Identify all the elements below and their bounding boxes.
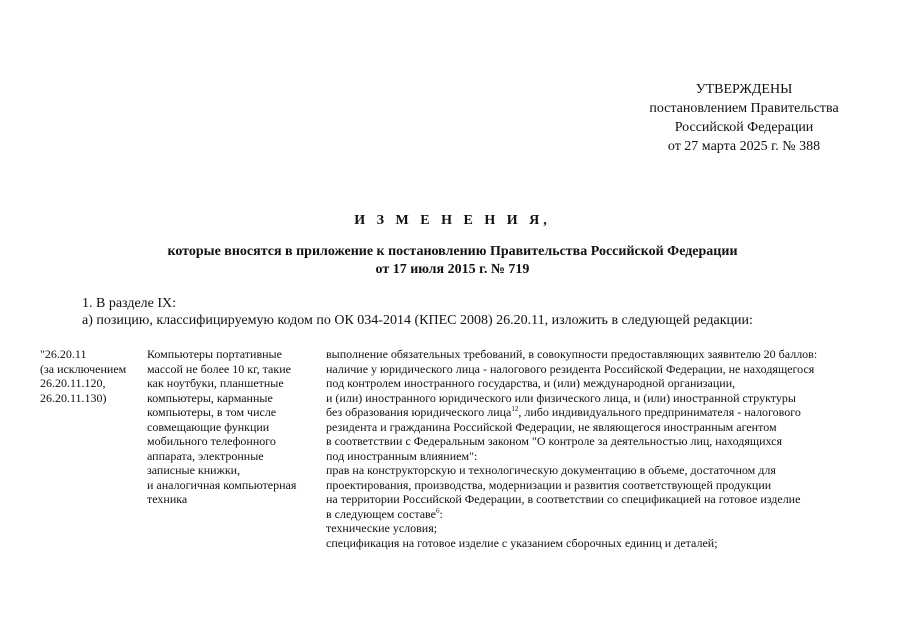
code-line: 26.20.11.130) <box>40 390 107 405</box>
requirement-line: под иностранным влиянием": <box>326 448 478 463</box>
code-line: (за исключением <box>40 361 127 376</box>
title-line-2: от 17 июля 2015 г. № 719 <box>375 262 530 277</box>
approval-line-1: постановлением Правительства <box>649 101 839 116</box>
requirement-text: без образования юридического лица <box>326 405 512 419</box>
requirement-line <box>326 507 866 522</box>
product-column <box>147 347 322 507</box>
requirement-line: резидента и гражданина Российской Федерации, не являющегося иностранным агентом <box>326 419 777 434</box>
title-heading: И З М Е Н Е Н И Я, <box>354 213 551 228</box>
product-line: компьютеры, в том числе <box>147 405 277 419</box>
approval-line-3: от 27 марта 2025 г. № 388 <box>667 139 821 154</box>
footnote-ref-12: 12 <box>511 405 519 413</box>
product-line: техника <box>147 492 188 506</box>
requirement-line: на территории Российской Федерации, в соответствии со спецификацией на готовое изделие <box>326 492 801 506</box>
requirement-line <box>326 405 866 420</box>
requirements-column <box>326 347 866 550</box>
requirement-line: под контролем иностранного государства, и (или) международной организации, <box>326 376 736 390</box>
code-line: "26.20.11 <box>40 347 87 361</box>
requirement-line: и (или) иностранного юридического или физического лица, и (или) иностранной структуры <box>326 390 796 405</box>
code-line: 26.20.11.120, <box>40 376 106 390</box>
requirement-line: технические условия; <box>326 521 438 535</box>
product-line: мобильного телефонного <box>147 434 276 448</box>
footnote-ref-6: 6 <box>435 506 440 515</box>
approval-stamp <box>539 80 905 156</box>
product-line: и аналогичная компьютерная <box>147 477 297 492</box>
product-line: компьютеры, карманные <box>147 390 273 405</box>
product-line: аппарата, электронные <box>147 448 264 463</box>
product-line: массой не более 10 кг, такие <box>147 361 291 376</box>
requirement-text: , либо индивидуального предпринимателя - налогового <box>518 405 801 419</box>
requirement-text: в следующем составе <box>326 506 436 521</box>
requirement-line: спецификация на готовое изделие с указанием сборочных единиц и деталей; <box>326 535 718 550</box>
product-line: Компьютеры портативные <box>147 347 282 361</box>
requirement-line: в соответствии с Федеральным законом "О контроле за деятельностью лиц, находящихся <box>326 434 783 448</box>
requirement-line: проектирования, производства, модернизации и развития соответствующей продукции <box>326 477 772 492</box>
requirement-line: прав на конструкторскую и технологическую документацию в объеме, достаточном для <box>326 463 776 477</box>
requirement-line: наличие у юридического лица - налогового резидента Российской Федерации, не находящегося <box>326 361 815 376</box>
product-line: записные книжки, <box>147 463 241 477</box>
requirement-line: выполнение обязательных требований, в совокупности предоставляющих заявителю 20 баллов: <box>326 347 818 361</box>
requirement-text: : <box>439 506 443 521</box>
approval-line-2: Российской Федерации <box>674 120 814 135</box>
document-title <box>0 212 905 279</box>
title-line-1: которые вносятся в приложение к постановлению Правительства Российской Федерации <box>167 244 738 259</box>
approval-heading: УТВЕРЖДЕНЫ <box>695 82 793 97</box>
product-line: совмещающие функции <box>147 419 270 434</box>
paragraph-item-1: 1. В разделе IX: <box>82 296 177 311</box>
code-column <box>40 347 135 405</box>
paragraph-item-1a: а) позицию, классифицируемую кодом по ОК 034-2014 (КПЕС 2008) 26.20.11, изложить в следующей редакции: <box>82 313 753 328</box>
product-line: как ноутбуки, планшетные <box>147 376 284 390</box>
